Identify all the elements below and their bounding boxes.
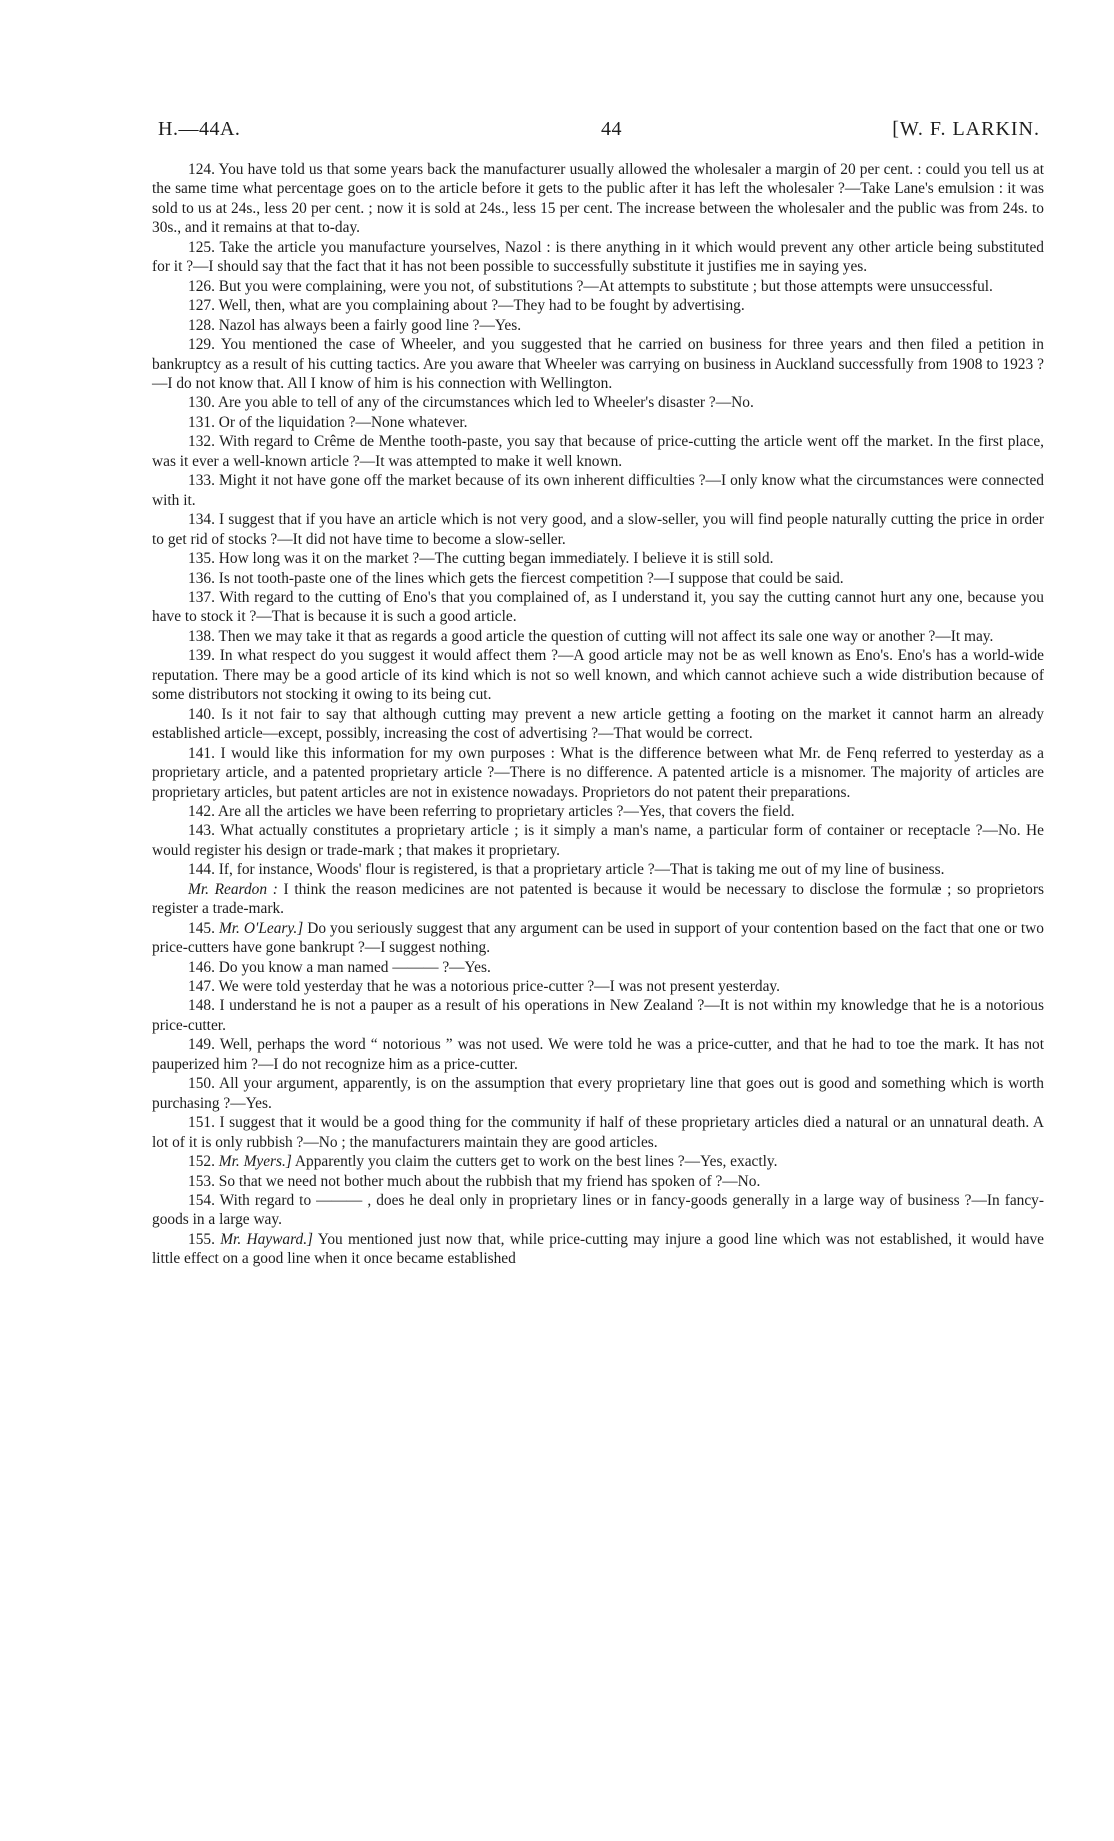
document-page <box>152 118 1044 1269</box>
transcript-paragraph <box>152 996 1044 1035</box>
transcript-paragraph <box>152 627 1044 646</box>
paragraph-text: 141. I would like this information for my own purposes : What is the difference between what Mr. de Fenq referred to yesterday as a proprietary article, and a patented proprietary article ?—There is no difference. A patented article is a misnomer. The majority of articles are proprietary articles, but patent articles are not in existence nowadays. Proprietors do not patent their preparations. <box>152 744 1044 801</box>
paragraph-text: Do you seriously suggest that any argument can be used in support of your contention based on the fact that one or two price-cutters have gone bankrupt ?—I suggest nothing. <box>152 919 1044 957</box>
transcript-paragraph <box>152 569 1044 588</box>
transcript-paragraph <box>152 705 1044 744</box>
paragraph-text: 126. But you were complaining, were you not, of substitutions ?—At attempts to substitute ; but those attempts were unsuccessful. <box>188 277 993 295</box>
transcript-body <box>152 160 1044 1269</box>
question-number: 155. <box>188 1230 221 1248</box>
transcript-paragraph <box>152 296 1044 315</box>
paragraph-text: 125. Take the article you manufacture yourselves, Nazol : is there anything in it which would prevent any other article being substituted for it ?—I should say that the fact that it has not been possible to successfully substitute it justifies me in saying yes. <box>152 238 1044 276</box>
paragraph-text: 135. How long was it on the market ?—The cutting began immediately. I believe it is still sold. <box>188 550 774 568</box>
transcript-paragraph <box>152 821 1044 860</box>
paragraph-text: 127. Well, then, what are you complaining about ?—They had to be fought by advertising. <box>188 297 745 315</box>
report-reference: H.—44A. <box>158 118 241 140</box>
transcript-paragraph <box>152 588 1044 627</box>
transcript-paragraph <box>152 238 1044 277</box>
paragraph-text: 147. We were told yesterday that he was a notorious price-cutter ?—I was not present yesterday. <box>188 978 780 996</box>
paragraph-text: 143. What actually constitutes a proprietary article ; is it simply a man's name, a particular form of container or receptacle ?—No. He would register his design or trade-mark ; that makes it proprietary. <box>152 822 1044 859</box>
paragraph-text: 139. In what respect do you suggest it would affect them ?—A good article may not be as well known as Eno's. Eno's has a world-wide reputation. There may be a good article of its kind which is not so well known, and which cannot achieve such a wide distribution because of some distributors not stocking it owing to its being cut. <box>152 647 1044 704</box>
transcript-paragraph <box>152 958 1044 977</box>
transcript-paragraph <box>152 1191 1044 1230</box>
transcript-paragraph <box>152 549 1044 568</box>
transcript-paragraph <box>152 860 1044 879</box>
transcript-paragraph <box>152 277 1044 296</box>
speaker-name: Mr. Myers.] <box>218 1153 292 1171</box>
paragraph-text: 149. Well, perhaps the word “ notorious ” was not used. We were told he was a price-cutter, and that he had to toe the mark. It has not pauperized him ?—I do not recognize him as a price-cutter. <box>152 1036 1044 1073</box>
transcript-paragraph <box>152 646 1044 704</box>
paragraph-text: 128. Nazol has always been a fairly good line ?—Yes. <box>188 316 522 334</box>
paragraph-text: Apparently you claim the cutters get to work on the best lines ?—Yes, exactly. <box>291 1153 778 1171</box>
paragraph-text: 142. Are all the articles we have been referring to proprietary articles ?—Yes, that covers the field. <box>188 802 795 820</box>
paragraph-text: 131. Or of the liquidation ?—None whatever. <box>188 413 468 431</box>
transcript-paragraph <box>152 393 1044 412</box>
paragraph-text: 129. You mentioned the case of Wheeler, and you suggested that he carried on business for three years and then filed a petition in bankruptcy as a result of his cutting tactics. Are you aware that Wheeler was carrying on business in Auckland successfully from 1908 to 1923 ?—I do not know that. All I know of him is his connection with Wellington. <box>152 336 1044 392</box>
paragraph-text: 136. Is not tooth-paste one of the lines which gets the fiercest competition ?—I suppose that could be said. <box>188 569 844 587</box>
transcript-paragraph <box>152 316 1044 335</box>
paragraph-text: You mentioned just now that, while price-cutting may injure a good line which was not established, it would have little effect on a good line when it once became established <box>152 1230 1045 1268</box>
transcript-paragraph <box>152 1172 1044 1191</box>
transcript-paragraph <box>152 977 1044 996</box>
transcript-paragraph <box>152 471 1044 510</box>
paragraph-text: 148. I understand he is not a pauper as a result of his operations in New Zealand ?—It is not within my knowledge that he is a notorious price-cutter. <box>152 997 1044 1034</box>
transcript-paragraph <box>152 1152 1044 1171</box>
paragraph-text: 146. Do you know a man named ——— ?—Yes. <box>188 958 491 976</box>
transcript-paragraph <box>152 1074 1044 1113</box>
transcript-paragraph <box>152 744 1044 802</box>
paragraph-text: 132. With regard to Crême de Menthe tooth-paste, you say that because of price-cutting the article went off the market. In the first place, was it ever a well-known article ?—It was attempted to make it well known. <box>152 433 1044 470</box>
paragraph-text: 130. Are you able to tell of any of the circumstances which led to Wheeler's disaster ?—No. <box>188 394 754 412</box>
transcript-paragraph <box>152 1230 1044 1269</box>
question-number: 145. <box>188 919 219 937</box>
speaker-name: Mr. Hayward.] <box>220 1230 314 1248</box>
paragraph-text: 133. Might it not have gone off the market because of its own inherent difficulties ?—I only know what the circumstances were connected with it. <box>152 472 1044 509</box>
transcript-paragraph <box>152 1113 1044 1152</box>
page-number: 44 <box>601 118 622 140</box>
transcript-paragraph <box>152 432 1044 471</box>
speaker-name: Mr. Reardon : <box>188 880 278 898</box>
page-header <box>152 118 1044 150</box>
paragraph-text: 150. All your argument, apparently, is on the assumption that every proprietary line that goes out is good and something which is worth purchasing ?—Yes. <box>152 1075 1044 1112</box>
paragraph-text: 124. You have told us that some years back the manufacturer usually allowed the wholesaler a margin of 20 per cent. : could you tell us at the same time what percentage goes on to the article before it gets to the public after it has left the wholesaler ?—Take Lane's emulsion : it was sold to us at 24s., less 20 per cent. ; now it is sold at 24s., less 15 per cent. The increase between the wholesaler and the public was from 24s. to 30s., and it remains at that to-day. <box>152 161 1044 237</box>
transcript-paragraph <box>152 335 1044 393</box>
paragraph-text: 137. With regard to the cutting of Eno's that you complained of, as I understand it, you say the cutting cannot hurt any one, because you have to stock it ?—That is because it is such a good article. <box>152 588 1044 626</box>
paragraph-text: 134. I suggest that if you have an article which is not very good, and a slow-seller, you will find people naturally cutting the price in order to get rid of stocks ?—It did not have time to become a slow-seller. <box>152 511 1044 548</box>
paragraph-text: 138. Then we may take it that as regards a good article the question of cutting will not affect its sale one way or another ?—It may. <box>188 627 994 645</box>
paragraph-text: 144. If, for instance, Woods' flour is registered, is that a proprietary article ?—That is taking me out of my line of business. <box>188 861 945 879</box>
paragraph-text: 140. Is it not fair to say that although cutting may prevent a new article getting a footing on the market it cannot harm an already established article—except, possibly, increasing the cost of advertising ?—That would be correct. <box>152 705 1044 743</box>
transcript-paragraph <box>152 160 1044 238</box>
transcript-paragraph <box>152 880 1044 919</box>
paragraph-text: 154. With regard to ——— , does he deal only in proprietary lines or in fancy-goods generally in a large way of business ?—In fancy-goods in a large way. <box>152 1192 1044 1229</box>
question-number: 152. <box>188 1153 219 1171</box>
transcript-paragraph <box>152 919 1044 958</box>
transcript-paragraph <box>152 1035 1044 1074</box>
witness-name: [W. F. LARKIN. <box>892 118 1040 140</box>
speaker-name: Mr. O'Leary.] <box>218 919 304 937</box>
transcript-paragraph <box>152 802 1044 821</box>
paragraph-text: 153. So that we need not bother much about the rubbish that my friend has spoken of ?—No. <box>188 1172 761 1190</box>
transcript-paragraph <box>152 510 1044 549</box>
paragraph-text: I think the reason medicines are not patented is because it would be necessary to disclose the formulæ ; so proprietors register a trade-mark. <box>152 880 1044 918</box>
paragraph-text: 151. I suggest that it would be a good thing for the community if half of these proprietary articles died a natural or an unnatural death. A lot of it is only rubbish ?—No ; the manufacturers maintain they are good articles. <box>152 1114 1044 1151</box>
transcript-paragraph <box>152 413 1044 432</box>
